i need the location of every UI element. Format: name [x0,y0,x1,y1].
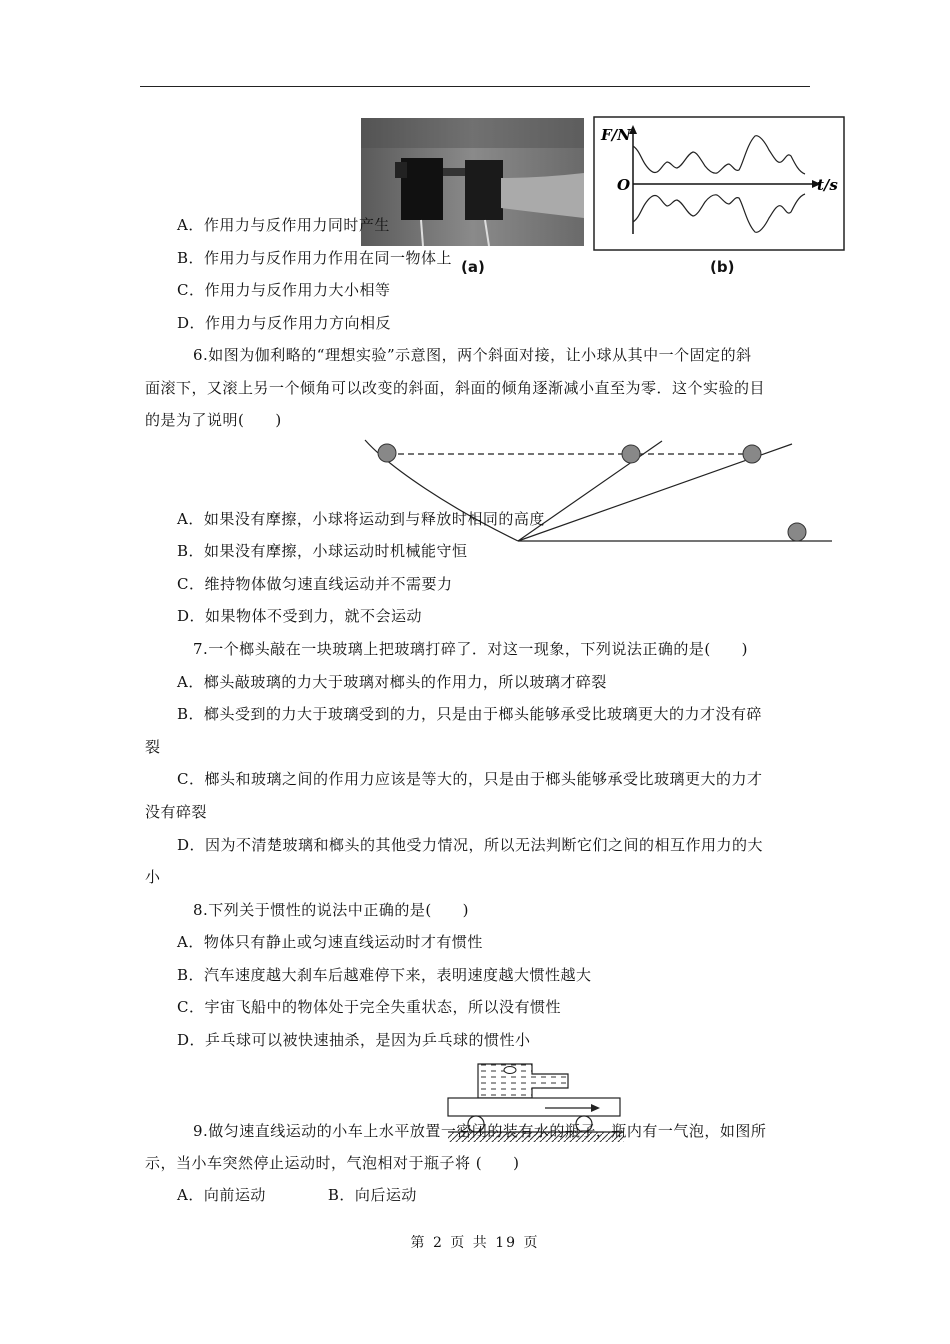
force-axis-label: F/N [601,126,631,144]
q7-option-c-cont: 没有碎裂 [145,803,208,821]
q6-option-c: C．维持物体做匀速直线运动并不需要力 [177,575,453,593]
q6-option-b: B．如果没有摩擦，小球运动时机械能守恒 [177,542,468,560]
q5-option-b: B．作用力与反作用力作用在同一物体上 [177,249,453,267]
q8-option-d: D．乒乓球可以被快速抽杀，是因为乒乓球的惯性小 [177,1031,531,1049]
q5-figure-a-caption: (a) [461,258,485,276]
header-rule [140,86,810,87]
q8-option-c: C．宇宙飞船中的物体处于完全失重状态，所以没有惯性 [177,998,561,1016]
q5-option-a: A．作用力与反作用力同时产生 [177,216,390,234]
q5-figure-a-photo [361,118,584,246]
q5-option-d: D．作用力与反作用力方向相反 [177,314,392,332]
origin-label: O [617,176,631,194]
q9-options: A．向前运动 B．向后运动 [177,1186,417,1204]
q7-option-a: A．榔头敲玻璃的力大于玻璃对榔头的作用力，所以玻璃才碎裂 [177,673,607,691]
q6-stem-line-2: 面滚下，又滚上另一个倾角可以改变的斜面，斜面的倾角逐渐减小直至为零．这个实验的目 [145,379,766,397]
q5-option-c: C．作用力与反作用力大小相等 [177,281,391,299]
q5-figure-b-graph [593,116,845,251]
q8-option-b: B．汽车速度越大刹车后越难停下来，表明速度越大惯性越大 [177,966,592,984]
bottle [478,1064,568,1098]
ball-steep [622,445,640,463]
q7-option-c: C．榔头和玻璃之间的作用力应该是等大的，只是由于榔头能够承受比玻璃更大的力才 [177,770,763,788]
ball-floor [788,523,806,541]
q8-stem: 8.下列关于惯性的说法中正确的是( ) [193,901,470,919]
q7-option-b-cont: 裂 [145,738,161,756]
q6-stem-line-3: 的是为了说明( ) [145,411,282,429]
q7-option-d: D．因为不清楚玻璃和榔头的其他受力情况，所以无法判断它们之间的相互作用力的大 [177,836,764,854]
q8-option-a: A．物体只有静止或匀速直线运动时才有惯性 [177,933,483,951]
q9-stem-line-1: 9.做匀速直线运动的小车上水平放置一密闭的装有水的瓶子，瓶内有一气泡，如图所 [193,1122,767,1140]
ball-gentle [743,445,761,463]
q6-option-a: A．如果没有摩擦，小球将运动到与释放时相同的高度 [177,510,545,528]
q7-stem: 7.一个榔头敲在一块玻璃上把玻璃打碎了．对这一现象，下列说法正确的是( ) [193,640,749,658]
q6-option-d: D．如果物体不受到力，就不会运动 [177,607,423,625]
time-axis-label: t/s [817,176,838,194]
q7-option-d-cont: 小 [145,868,161,886]
ball-start [378,444,396,462]
q5-figure-b-caption: (b) [710,258,735,276]
page-footer: 第 2 页 共 19 页 [410,1235,540,1251]
q6-galileo-figure [360,438,840,548]
q7-option-b: B．榔头受到的力大于玻璃受到的力，只是由于榔头能够承受比玻璃更大的力才没有碎 [177,705,763,723]
q9-stem-line-2: 示，当小车突然停止运动时，气泡相对于瓶子将 ( ) [145,1154,520,1172]
q6-stem-line-1: 6.如图为伽利略的“理想实验”示意图，两个斜面对接，让小球从其中一个固定的斜 [193,346,752,364]
air-bubble [504,1067,516,1074]
